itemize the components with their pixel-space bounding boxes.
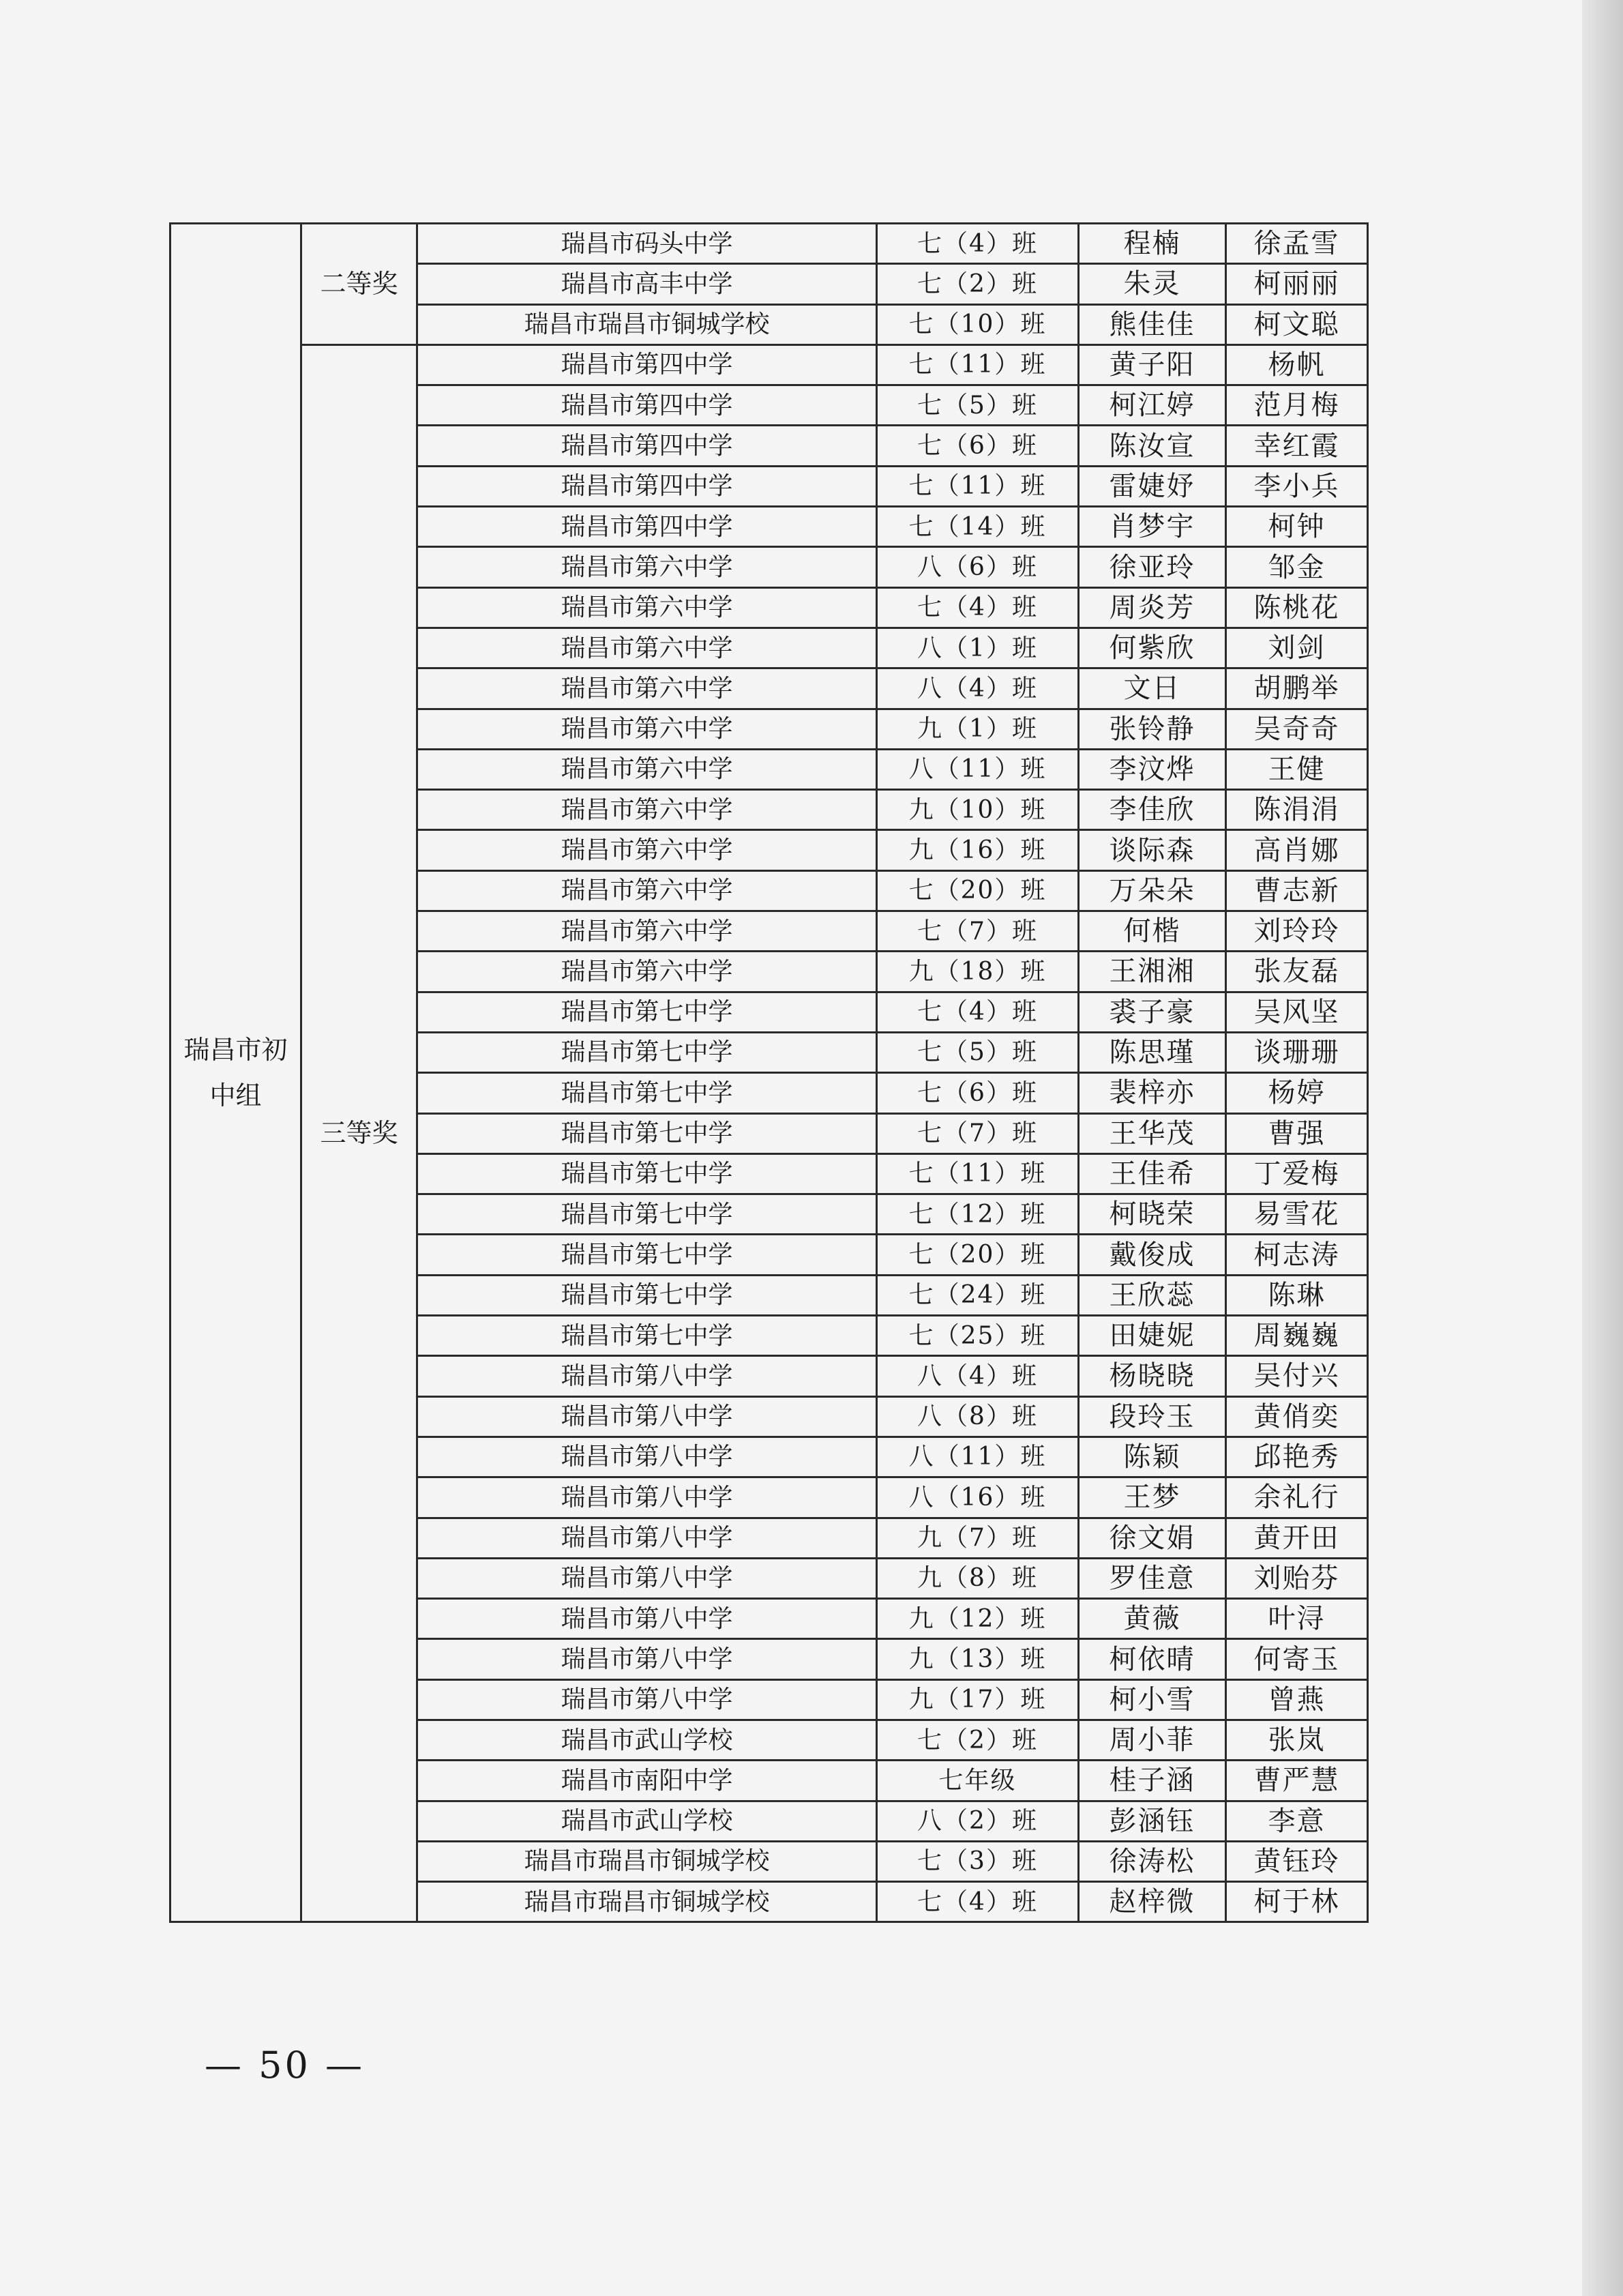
school-cell: 瑞昌市第八中学 — [417, 1518, 877, 1558]
teacher-cell: 陈涓涓 — [1226, 790, 1368, 830]
class-cell: 七（25）班 — [877, 1316, 1079, 1356]
teacher-cell: 余礼行 — [1226, 1477, 1368, 1518]
school-cell: 瑞昌市第六中学 — [417, 587, 877, 628]
school-cell: 瑞昌市第六中学 — [417, 668, 877, 709]
teacher-cell: 柯丽丽 — [1226, 264, 1368, 304]
student-cell: 周小菲 — [1079, 1720, 1226, 1760]
class-cell: 七（12）班 — [877, 1194, 1079, 1235]
student-cell: 黄薇 — [1079, 1599, 1226, 1639]
class-cell: 九（8）班 — [877, 1558, 1079, 1598]
teacher-cell: 张友磊 — [1226, 952, 1368, 992]
teacher-cell: 李意 — [1226, 1801, 1368, 1841]
teacher-cell: 杨帆 — [1226, 344, 1368, 385]
school-cell: 瑞昌市第八中学 — [417, 1558, 877, 1598]
class-cell: 八（4）班 — [877, 668, 1079, 709]
class-cell: 七（5）班 — [877, 1032, 1079, 1072]
student-cell: 王佳希 — [1079, 1153, 1226, 1194]
school-cell: 瑞昌市第八中学 — [417, 1599, 877, 1639]
teacher-cell: 吴奇奇 — [1226, 709, 1368, 749]
class-cell: 七（11）班 — [877, 1153, 1079, 1194]
student-cell: 罗佳意 — [1079, 1558, 1226, 1598]
teacher-cell: 曹强 — [1226, 1113, 1368, 1153]
teacher-cell: 杨婷 — [1226, 1073, 1368, 1113]
school-cell: 瑞昌市瑞昌市铜城学校 — [417, 304, 877, 344]
school-cell: 瑞昌市第四中学 — [417, 385, 877, 426]
class-cell: 八（11）班 — [877, 1437, 1079, 1477]
student-cell: 李汶烨 — [1079, 749, 1226, 789]
class-cell: 七（4）班 — [877, 992, 1079, 1032]
student-cell: 雷婕妤 — [1079, 466, 1226, 506]
school-cell: 瑞昌市第七中学 — [417, 1235, 877, 1275]
student-cell: 彭涵钰 — [1079, 1801, 1226, 1841]
class-cell: 七（6）班 — [877, 426, 1079, 466]
class-cell: 七（4）班 — [877, 1882, 1079, 1922]
teacher-cell: 吴付兴 — [1226, 1356, 1368, 1396]
teacher-cell: 谈珊珊 — [1226, 1032, 1368, 1072]
class-cell: 九（10）班 — [877, 790, 1079, 830]
teacher-cell: 曹严慧 — [1226, 1761, 1368, 1801]
table-row — [170, 344, 1368, 385]
class-cell: 七（20）班 — [877, 870, 1079, 911]
school-cell: 瑞昌市码头中学 — [417, 224, 877, 264]
student-cell: 柯晓荣 — [1079, 1194, 1226, 1235]
class-cell: 八（1）班 — [877, 628, 1079, 668]
class-cell: 七（14）班 — [877, 507, 1079, 547]
school-cell: 瑞昌市第四中学 — [417, 426, 877, 466]
student-cell: 徐亚玲 — [1079, 547, 1226, 587]
class-cell: 九（7）班 — [877, 1518, 1079, 1558]
student-cell: 徐涛松 — [1079, 1841, 1226, 1881]
teacher-cell: 陈桃花 — [1226, 587, 1368, 628]
teacher-cell: 柯钟 — [1226, 507, 1368, 547]
class-cell: 八（6）班 — [877, 547, 1079, 587]
table-row — [170, 224, 1368, 264]
class-cell: 七（6）班 — [877, 1073, 1079, 1113]
class-cell: 七（4）班 — [877, 224, 1079, 264]
student-cell: 熊佳佳 — [1079, 304, 1226, 344]
class-cell: 七（2）班 — [877, 1720, 1079, 1760]
student-cell: 谈际森 — [1079, 830, 1226, 870]
school-cell: 瑞昌市第七中学 — [417, 1316, 877, 1356]
class-cell: 七（2）班 — [877, 264, 1079, 304]
class-cell: 九（1）班 — [877, 709, 1079, 749]
class-cell: 七（5）班 — [877, 385, 1079, 426]
teacher-cell: 丁爱梅 — [1226, 1153, 1368, 1194]
class-cell: 九（16）班 — [877, 830, 1079, 870]
school-cell: 瑞昌市第八中学 — [417, 1477, 877, 1518]
teacher-cell: 黄钰玲 — [1226, 1841, 1368, 1881]
third-prize-label: 三等奖 — [301, 344, 417, 1922]
school-cell: 瑞昌市第七中学 — [417, 1194, 877, 1235]
school-cell: 瑞昌市瑞昌市铜城学校 — [417, 1882, 877, 1922]
school-cell: 瑞昌市第七中学 — [417, 1032, 877, 1072]
teacher-cell: 曾燕 — [1226, 1679, 1368, 1720]
teacher-cell: 李小兵 — [1226, 466, 1368, 506]
teacher-cell: 范月梅 — [1226, 385, 1368, 426]
student-cell: 柯小雪 — [1079, 1679, 1226, 1720]
school-cell: 瑞昌市瑞昌市铜城学校 — [417, 1841, 877, 1881]
student-cell: 王欣蕊 — [1079, 1275, 1226, 1315]
school-cell: 瑞昌市第六中学 — [417, 790, 877, 830]
student-cell: 戴俊成 — [1079, 1235, 1226, 1275]
student-cell: 柯依晴 — [1079, 1639, 1226, 1679]
school-cell: 瑞昌市第七中学 — [417, 1275, 877, 1315]
student-cell: 何楷 — [1079, 911, 1226, 952]
school-cell: 瑞昌市武山学校 — [417, 1720, 877, 1760]
teacher-cell: 刘玲玲 — [1226, 911, 1368, 952]
student-cell: 李佳欣 — [1079, 790, 1226, 830]
student-cell: 田婕妮 — [1079, 1316, 1226, 1356]
school-cell: 瑞昌市第四中学 — [417, 344, 877, 385]
student-cell: 万朵朵 — [1079, 870, 1226, 911]
page-number: — 50 — — [205, 2044, 366, 2087]
school-cell: 瑞昌市高丰中学 — [417, 264, 877, 304]
school-cell: 瑞昌市第六中学 — [417, 547, 877, 587]
teacher-cell: 柯文聪 — [1226, 304, 1368, 344]
student-cell: 裴梓亦 — [1079, 1073, 1226, 1113]
group-label: 瑞昌市初中组 — [170, 224, 301, 1922]
class-cell: 七（10）班 — [877, 304, 1079, 344]
class-cell: 七（11）班 — [877, 344, 1079, 385]
school-cell: 瑞昌市武山学校 — [417, 1801, 877, 1841]
student-cell: 陈思瑾 — [1079, 1032, 1226, 1072]
teacher-cell: 张岚 — [1226, 1720, 1368, 1760]
school-cell: 瑞昌市第四中学 — [417, 466, 877, 506]
student-cell: 陈颖 — [1079, 1437, 1226, 1477]
teacher-cell: 柯于林 — [1226, 1882, 1368, 1922]
class-cell: 八（11）班 — [877, 749, 1079, 789]
school-cell: 瑞昌市南阳中学 — [417, 1761, 877, 1801]
award-table — [169, 222, 1369, 1923]
school-cell: 瑞昌市第八中学 — [417, 1437, 877, 1477]
page-edge-shadow — [1582, 0, 1623, 2296]
class-cell: 九（18）班 — [877, 952, 1079, 992]
student-cell: 程楠 — [1079, 224, 1226, 264]
teacher-cell: 刘剑 — [1226, 628, 1368, 668]
school-cell: 瑞昌市第八中学 — [417, 1639, 877, 1679]
class-cell: 九（13）班 — [877, 1639, 1079, 1679]
teacher-cell: 王健 — [1226, 749, 1368, 789]
award-table-body — [170, 224, 1368, 1922]
student-cell: 陈汝宣 — [1079, 426, 1226, 466]
teacher-cell: 高肖娜 — [1226, 830, 1368, 870]
student-cell: 朱灵 — [1079, 264, 1226, 304]
school-cell: 瑞昌市第八中学 — [417, 1679, 877, 1720]
student-cell: 王梦 — [1079, 1477, 1226, 1518]
student-cell: 何紫欣 — [1079, 628, 1226, 668]
teacher-cell: 胡鹏举 — [1226, 668, 1368, 709]
class-cell: 七（24）班 — [877, 1275, 1079, 1315]
school-cell: 瑞昌市第七中学 — [417, 1153, 877, 1194]
school-cell: 瑞昌市第四中学 — [417, 507, 877, 547]
second-prize-label: 二等奖 — [301, 224, 417, 345]
class-cell: 九（17）班 — [877, 1679, 1079, 1720]
teacher-cell: 何寄玉 — [1226, 1639, 1368, 1679]
student-cell: 文日 — [1079, 668, 1226, 709]
class-cell: 七（7）班 — [877, 911, 1079, 952]
school-cell: 瑞昌市第七中学 — [417, 992, 877, 1032]
class-cell: 八（16）班 — [877, 1477, 1079, 1518]
school-cell: 瑞昌市第六中学 — [417, 749, 877, 789]
school-cell: 瑞昌市第六中学 — [417, 830, 877, 870]
teacher-cell: 曹志新 — [1226, 870, 1368, 911]
student-cell: 裘子豪 — [1079, 992, 1226, 1032]
teacher-cell: 柯志涛 — [1226, 1235, 1368, 1275]
class-cell: 七（4）班 — [877, 587, 1079, 628]
student-cell: 段玲玉 — [1079, 1396, 1226, 1437]
student-cell: 黄子阳 — [1079, 344, 1226, 385]
student-cell: 王华茂 — [1079, 1113, 1226, 1153]
teacher-cell: 幸红霞 — [1226, 426, 1368, 466]
student-cell: 柯江婷 — [1079, 385, 1226, 426]
student-cell: 杨晓晓 — [1079, 1356, 1226, 1396]
teacher-cell: 黄俏奕 — [1226, 1396, 1368, 1437]
teacher-cell: 邱艳秀 — [1226, 1437, 1368, 1477]
school-cell: 瑞昌市第七中学 — [417, 1073, 877, 1113]
class-cell: 八（4）班 — [877, 1356, 1079, 1396]
student-cell: 周炎芳 — [1079, 587, 1226, 628]
student-cell: 王湘湘 — [1079, 952, 1226, 992]
school-cell: 瑞昌市第八中学 — [417, 1396, 877, 1437]
teacher-cell: 周巍巍 — [1226, 1316, 1368, 1356]
class-cell: 七（3）班 — [877, 1841, 1079, 1881]
school-cell: 瑞昌市第八中学 — [417, 1356, 877, 1396]
teacher-cell: 吴风坚 — [1226, 992, 1368, 1032]
student-cell: 张铃静 — [1079, 709, 1226, 749]
school-cell: 瑞昌市第六中学 — [417, 911, 877, 952]
class-cell: 八（8）班 — [877, 1396, 1079, 1437]
school-cell: 瑞昌市第六中学 — [417, 870, 877, 911]
class-cell: 七（20）班 — [877, 1235, 1079, 1275]
school-cell: 瑞昌市第六中学 — [417, 952, 877, 992]
school-cell: 瑞昌市第六中学 — [417, 628, 877, 668]
school-cell: 瑞昌市第六中学 — [417, 709, 877, 749]
student-cell: 徐文娟 — [1079, 1518, 1226, 1558]
teacher-cell: 叶浔 — [1226, 1599, 1368, 1639]
school-cell: 瑞昌市第七中学 — [417, 1113, 877, 1153]
class-cell: 七（11）班 — [877, 466, 1079, 506]
class-cell: 七（7）班 — [877, 1113, 1079, 1153]
teacher-cell: 黄开田 — [1226, 1518, 1368, 1558]
class-cell: 九（12）班 — [877, 1599, 1079, 1639]
teacher-cell: 徐孟雪 — [1226, 224, 1368, 264]
student-cell: 桂子涵 — [1079, 1761, 1226, 1801]
teacher-cell: 邹金 — [1226, 547, 1368, 587]
class-cell: 八（2）班 — [877, 1801, 1079, 1841]
class-cell: 七年级 — [877, 1761, 1079, 1801]
student-cell: 赵梓微 — [1079, 1882, 1226, 1922]
teacher-cell: 易雪花 — [1226, 1194, 1368, 1235]
teacher-cell: 陈琳 — [1226, 1275, 1368, 1315]
student-cell: 肖梦宇 — [1079, 507, 1226, 547]
teacher-cell: 刘贻芬 — [1226, 1558, 1368, 1598]
